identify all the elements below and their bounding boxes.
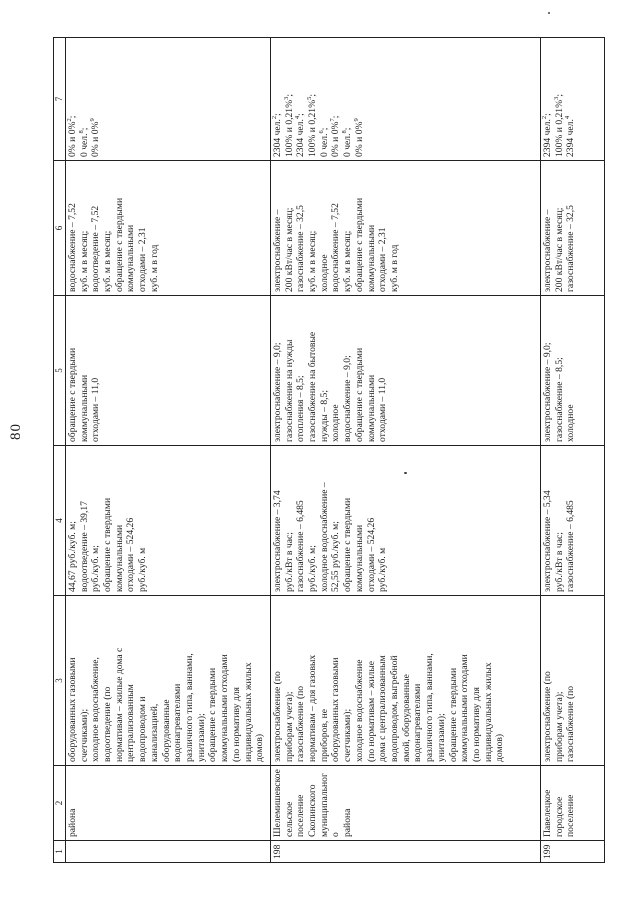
cell-norms: электроснабжение – 200 кВт/час в месяц; газоснабжение – 32,5 bbox=[540, 161, 604, 296]
population-line: 100% и 0,21%$^5$; bbox=[305, 93, 319, 157]
cell-norms: водоснабжение – 7,52 куб. м в месяц; водоотведение – 7,52 куб. м в месяц; обращение с твердыми коммунальными отходами – 2,31 куб. м в год bbox=[65, 161, 270, 296]
cell-population bbox=[540, 38, 604, 161]
cell-municipality: Павелецкое городское поселение bbox=[540, 766, 604, 841]
cell-number: 199 bbox=[540, 841, 604, 863]
cell-number bbox=[65, 841, 270, 863]
cell-services: оборудованных газовыми счетчиками); холодное водоснабжение, водоотведение (по нормативам – жилые дома с централизованным водопроводом и канализацией, оборудованные водонагревателями различного типа, ваннами, унитазами); обращение с твердыми коммунальными отходами (по нормативу для индивидуальных жилых домов) bbox=[65, 596, 270, 766]
column-header-5: 5 bbox=[54, 296, 66, 446]
population-line: 0 чел.$^6$; bbox=[317, 127, 330, 157]
cell-services: электроснабжение (по приборам учета); газоснабжение (по bbox=[540, 596, 604, 766]
population-line: 100% и 0,21%$^3$; bbox=[552, 93, 565, 157]
population-line: 100% и 0,21%$^3$; bbox=[282, 93, 295, 157]
population-line: 0 чел.$^8$; bbox=[341, 127, 354, 157]
table-container bbox=[53, 38, 603, 863]
cell-norms: электроснабжение – 200 кВт/час в месяц; газоснабжение – 32,5 куб. м в месяц; холодное водоснабжение – 7,52 куб. м в месяц; обращение с твердыми коммунальными отходами – 2,31 куб. м в год bbox=[270, 161, 540, 296]
population-line: 0% и 0%$^7$; bbox=[329, 115, 342, 157]
population-line: 0 чел.$^8$; bbox=[77, 127, 90, 157]
table-row bbox=[65, 38, 270, 863]
column-header-1: 1 bbox=[54, 841, 66, 863]
column-header-4: 4 bbox=[54, 446, 66, 596]
cell-tariffs: электроснабжение – 5,34 руб./кВт в час; газоснабжение – 6,485 bbox=[540, 446, 604, 596]
population-line: 0% и 0%$^9$ bbox=[352, 118, 365, 157]
column-header-3: 3 bbox=[54, 596, 66, 766]
scan-speck bbox=[548, 12, 550, 14]
column-header-2: 2 bbox=[54, 766, 66, 841]
cell-indices: электроснабжение – 9,0; газоснабжение на нужды отопления – 8,5; газоснабжение на бытовые нужды – 8,5; холодное водоснабжение – 9,0; обращение с твердыми коммунальными отходами – 11,0 bbox=[270, 296, 540, 446]
population-line: 0% и 0%$^9$ bbox=[89, 118, 102, 157]
cell-indices: обращение с твердыми коммунальными отходами – 11,0 bbox=[65, 296, 270, 446]
population-line: 2304 чел.$^4$; bbox=[294, 113, 307, 157]
header-row bbox=[54, 38, 66, 863]
tariff-table bbox=[53, 37, 605, 863]
population-line: 2394 чел.$^4$ bbox=[564, 115, 577, 157]
population-line: 2304 чел.$^2$; bbox=[270, 113, 283, 157]
column-header-6: 6 bbox=[54, 161, 66, 296]
population-line: 2394 чел.$^2$; bbox=[540, 113, 553, 157]
table-row bbox=[540, 38, 604, 863]
cell-tariffs: 44,67 руб./куб. м; водоотведение – 39,17 руб./куб. м; обращение с твердыми коммунальными отходами – 524,26 руб./куб. м bbox=[65, 446, 270, 596]
cell-services: электроснабжение (по приборам учета); газоснабжение (по нормативам – для газовых приборов, не оборудованных газовыми счетчиками); холодное водоснабжение (по нормативам – жилые дома с централизованным водопроводом, выгребной ямой, оборудованные водонагревателями различного типа, ваннами, унитазами); обращение с твердыми коммунальными отходами (по нормативу для индивидуальных жилых домов) bbox=[270, 596, 540, 766]
column-header-7: 7 bbox=[54, 38, 66, 161]
page-number: 80 bbox=[8, 423, 24, 440]
cell-municipality: Шелемишевское сельское поселение Скопинского муниципального района bbox=[270, 766, 540, 841]
table-row bbox=[270, 38, 540, 863]
cell-population bbox=[270, 38, 540, 161]
cell-population bbox=[65, 38, 270, 161]
cell-municipality: района bbox=[65, 766, 270, 841]
cell-tariffs: электроснабжение – 3,74 руб./кВт в час; газоснабжение – 6,485 руб./куб. м; холодное водоснабжение – 52,55 руб./куб. м; обращение с твердыми коммунальными отходами – 524,26 руб./куб. м bbox=[270, 446, 540, 596]
cell-indices: электроснабжение – 9,0; газоснабжение – 8,5; холодное bbox=[540, 296, 604, 446]
population-line: 0% и 0%$^2$; bbox=[65, 115, 78, 157]
cell-number: 198 bbox=[270, 841, 540, 863]
scan-speck bbox=[404, 472, 407, 474]
